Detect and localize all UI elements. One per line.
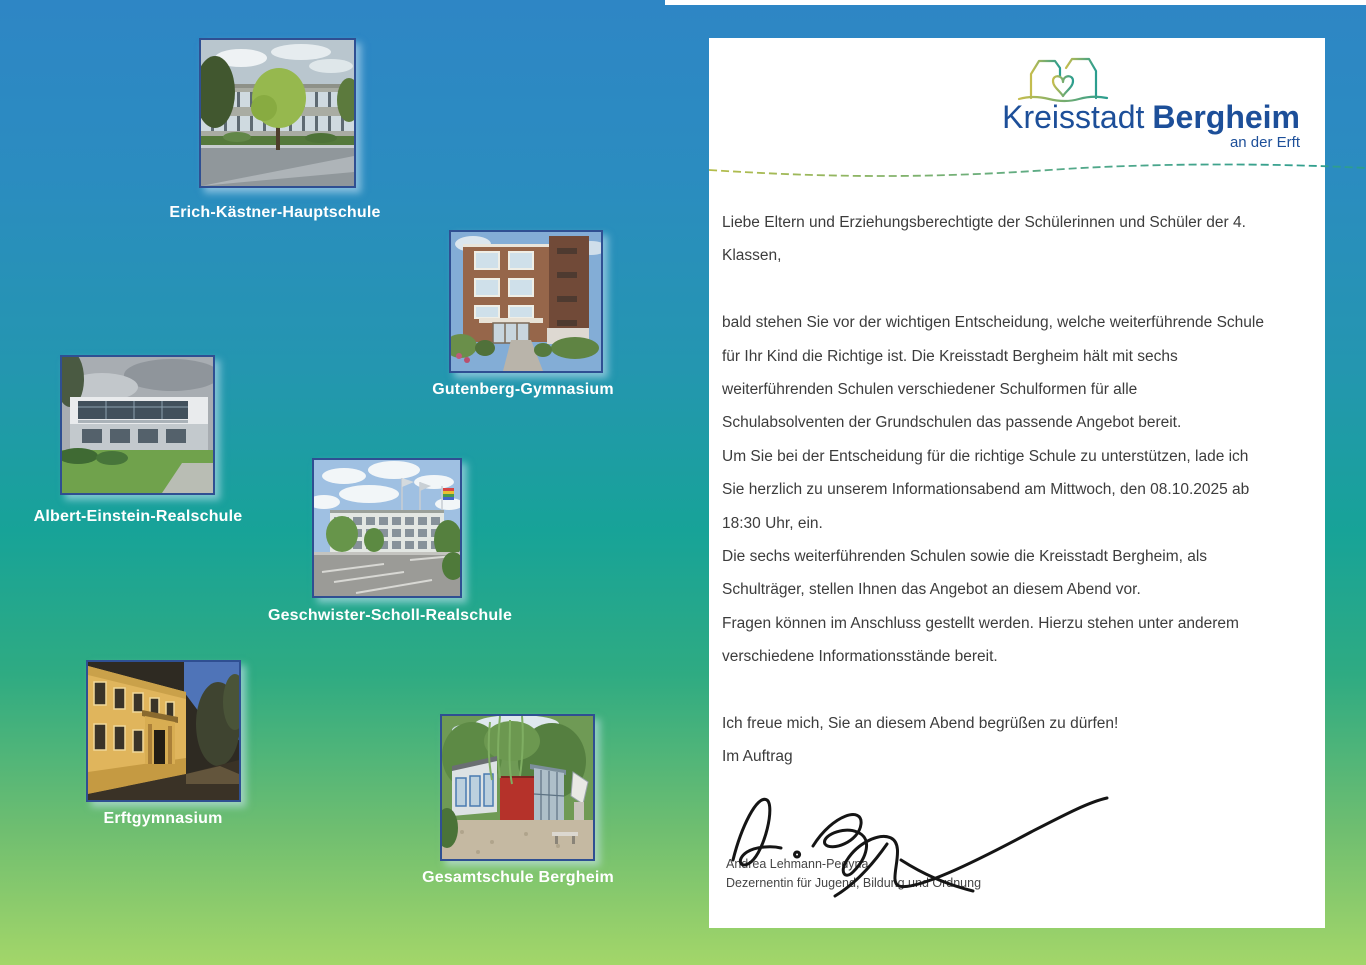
signature-title: Dezernentin für Jugend, Bildung und Ordnung [726, 876, 982, 890]
school-label-geschwister-scholl-realschule: Geschwister-Scholl-Realschule [267, 607, 513, 624]
photo-albert-einstein-realschule [60, 355, 215, 495]
letter-line: 18:30 Uhr, ein. [722, 514, 823, 532]
handwritten-signature [721, 788, 1123, 900]
letter-line: Liebe Eltern und Erziehungsberechtigte der Schülerinnen und Schüler der 4. [722, 214, 1246, 231]
photo-erftgymnasium [86, 660, 241, 802]
letter-line: bald stehen Sie vor der wichtigen Entscheidung, welche weiterführende Schule [722, 314, 1264, 332]
photo-geschwister-scholl-realschule [312, 458, 462, 598]
school-building-illustration [88, 662, 239, 800]
photo-gesamtschule-bergheim [440, 714, 595, 861]
letter-line: weiterführenden Schulen verschiedener Schulformen für alle [722, 381, 1138, 399]
school-label-gutenberg-gymnasium: Gutenberg-Gymnasium [432, 381, 614, 398]
logo-city-regular: Kreisstadt [1002, 99, 1145, 135]
school-building-illustration [62, 357, 213, 493]
school-label-gesamtschule-bergheim: Gesamtschule Bergheim [422, 869, 614, 886]
top-white-strip [665, 0, 1366, 5]
letter-paragraph [722, 707, 1318, 774]
letter-line: Um Sie bei der Entscheidung für die richtige Schule zu unterstützen, lade ich [722, 447, 1249, 465]
letter-paragraph [722, 306, 1318, 440]
school-label-albert-einstein-realschule: Albert-Einstein-Realschule [33, 508, 243, 525]
logo-city-bold: Bergheim [1152, 99, 1300, 135]
photo-gutenberg-gymnasium [449, 230, 603, 373]
letter-line: Schulabsolventen der Grundschulen das passende Angebot bereit. [722, 414, 1182, 432]
letter-paragraph [722, 540, 1318, 607]
logo-city-name [740, 100, 1300, 134]
letter-paragraph [722, 440, 1318, 540]
letter-line: Klassen, [722, 247, 782, 265]
school-building-illustration [442, 716, 593, 859]
letter-line: Die sechs weiterführenden Schulen sowie die Kreisstadt Bergheim, als [722, 548, 1208, 566]
letter-line: Im Auftrag [722, 748, 793, 766]
school-building-illustration [451, 232, 601, 371]
school-building-illustration [201, 40, 354, 186]
wave-divider [709, 157, 1366, 185]
bergheim-castle-logo-icon [1017, 52, 1109, 104]
letter-paragraph [722, 206, 1318, 273]
school-label-erftgymnasium: Erftgymnasium [103, 810, 223, 827]
letter-paragraph [722, 607, 1318, 674]
letter-line: Ich freue mich, Sie an diesem Abend begrüßen zu dürfen! [722, 715, 1119, 733]
letter-line: für Ihr Kind die Richtige ist. Die Kreisstadt Bergheim hält mit sechs [722, 347, 1178, 365]
signature-name: Andrea Lehmann-Pedyna [726, 857, 869, 871]
letter-body [722, 206, 1318, 774]
school-label-erich-kaestner-hauptschule: Erich-Kästner-Hauptschule [169, 204, 381, 221]
letter-line: verschiedene Informationsstände bereit. [722, 648, 998, 666]
photo-erich-kaestner-hauptschule [199, 38, 356, 188]
school-building-illustration [314, 460, 460, 596]
logo-region-subtitle: an der Erft [1229, 134, 1300, 151]
letter-line: Sie herzlich zu unserem Informationsabend am Mittwoch, den 08.10.2025 ab [722, 481, 1250, 499]
letter-line: Schulträger, stellen Ihnen das Angebot an diesem Abend vor. [722, 581, 1141, 599]
letter-line: Fragen können im Anschluss gestellt werden. Hierzu stehen unter anderem [722, 614, 1239, 632]
